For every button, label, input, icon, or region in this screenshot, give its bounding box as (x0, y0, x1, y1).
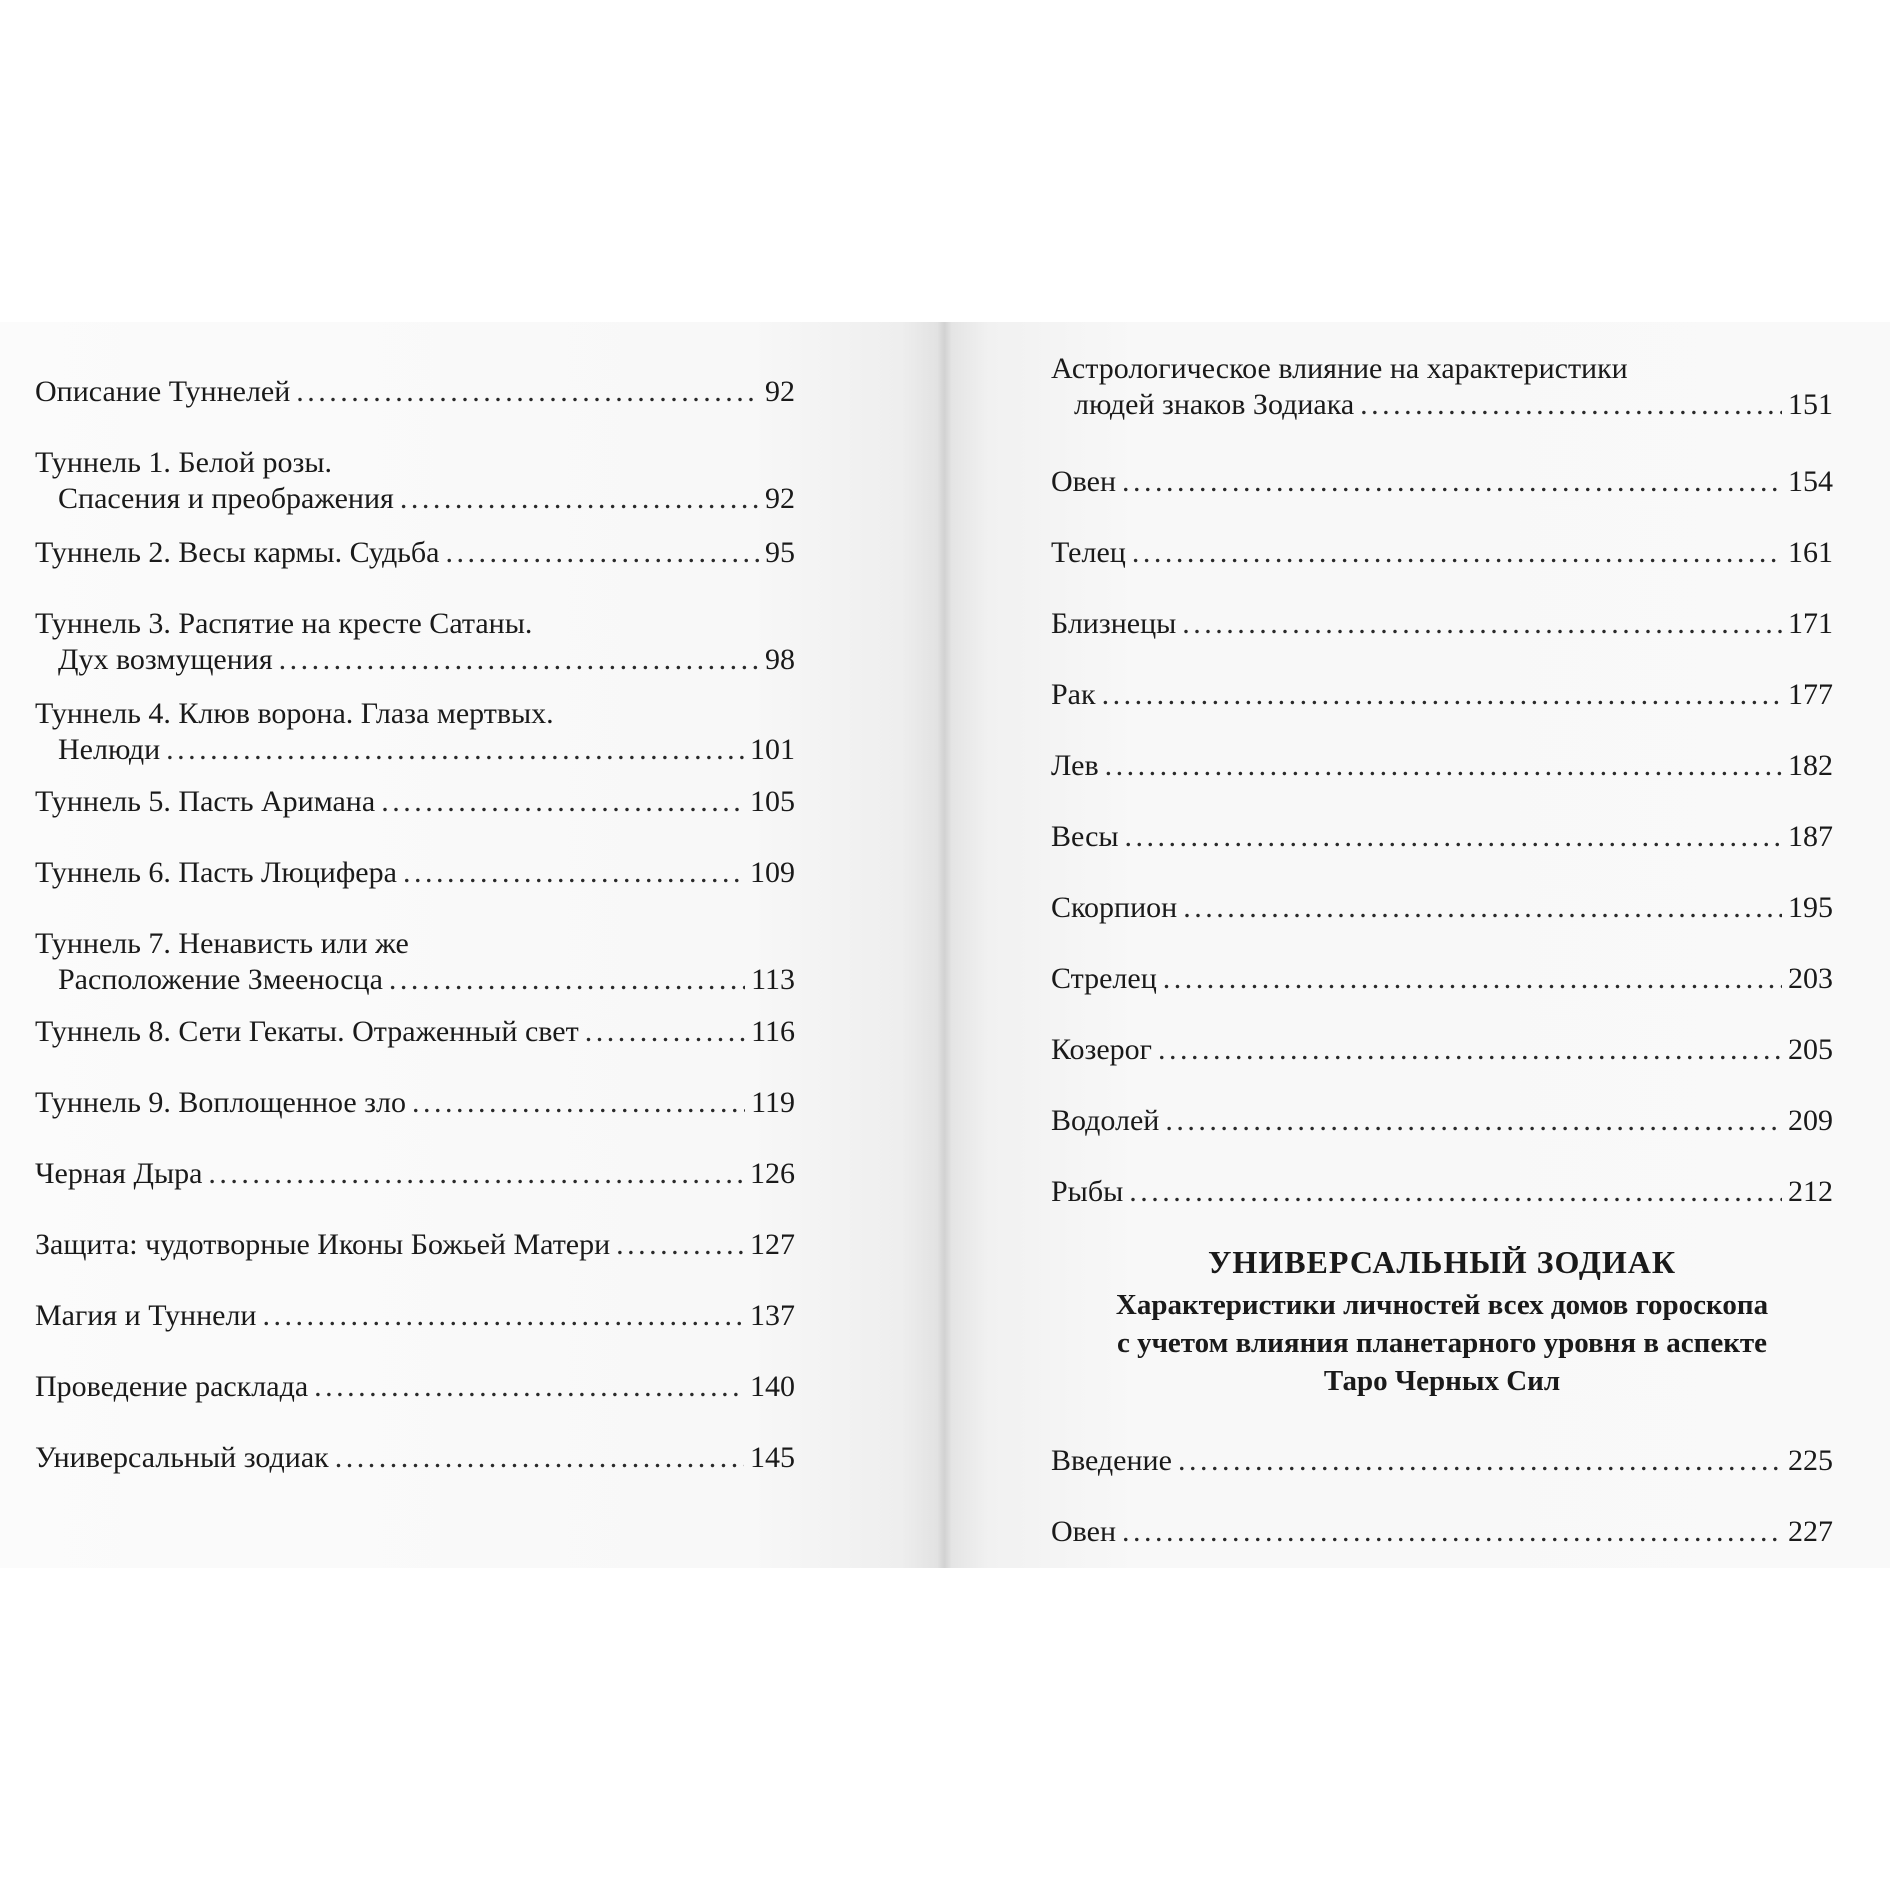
toc-entry-page-number: 212 (1788, 1175, 1833, 1208)
dot-leader (1122, 1514, 1782, 1550)
toc-entry-title: Близнецы (1051, 607, 1177, 640)
toc-entry-title: Нелюди (58, 733, 161, 766)
toc-entry-title: Туннель 6. Пасть Люцифера (35, 856, 397, 889)
dot-leader (1102, 677, 1782, 713)
dot-leader (1163, 961, 1782, 997)
toc-entry-title: Лев (1051, 749, 1099, 782)
toc-entry-title: Магия и Туннели (35, 1299, 257, 1332)
dot-leader (1183, 890, 1782, 926)
toc-entry (1051, 890, 1833, 926)
toc-entry (35, 1369, 795, 1405)
toc-entry (35, 962, 795, 998)
toc-entry (1051, 1514, 1833, 1550)
toc-entry-title: Спасения и преображения (58, 482, 394, 515)
dot-leader (1158, 1032, 1782, 1068)
toc-entry-page-number: 92 (765, 482, 795, 515)
toc-entry (1051, 819, 1833, 855)
toc-entry-title: Проведение расклада (35, 1370, 309, 1403)
toc-entry-page-number: 227 (1788, 1515, 1833, 1548)
dot-leader (616, 1227, 744, 1263)
dot-leader (314, 1369, 744, 1405)
toc-entry-page-number: 161 (1788, 536, 1833, 569)
dot-leader (296, 374, 759, 410)
dot-leader (445, 535, 759, 571)
toc-entry-page-number: 225 (1788, 1444, 1833, 1477)
dot-leader (262, 1298, 744, 1334)
toc-entry-title: Туннель 9. Воплощенное зло (35, 1086, 406, 1119)
toc-entry-page-number: 92 (765, 375, 795, 408)
toc-entry (1051, 387, 1833, 423)
toc-entry-page-number: 95 (765, 536, 795, 569)
toc-entry-page-number: 154 (1788, 465, 1833, 498)
toc-entry (35, 784, 795, 820)
dot-leader (1122, 464, 1782, 500)
toc-entry-title: Козерог (1051, 1033, 1152, 1066)
dot-leader (1129, 1174, 1782, 1210)
toc-entry (35, 535, 795, 571)
toc-entry-page-number: 182 (1788, 749, 1833, 782)
toc-entry (1051, 464, 1833, 500)
dot-leader (1105, 748, 1782, 784)
dot-leader (208, 1156, 744, 1192)
toc-entry (1051, 1174, 1833, 1210)
toc-entry-title: Дух возмущения (58, 643, 273, 676)
toc-entry-title: Рыбы (1051, 1175, 1124, 1208)
toc-entry (1051, 1443, 1833, 1479)
toc-entry-first-line: Туннель 4. Клюв ворона. Глаза мертвых. (35, 697, 554, 730)
toc-entry-title: Универсальный зодиак (35, 1441, 329, 1474)
toc-entry-page-number: 119 (751, 1086, 795, 1119)
dot-leader (1165, 1103, 1782, 1139)
toc-entry-title: Туннель 2. Весы кармы. Судьба (35, 536, 440, 569)
toc-entry (35, 1156, 795, 1192)
toc-entry-first-line: Астрологическое влияние на характеристики (1051, 352, 1628, 385)
toc-entry (1051, 1032, 1833, 1068)
toc-entry (35, 374, 795, 410)
toc-entry-title: Овен (1051, 465, 1117, 498)
toc-entry-page-number: 137 (750, 1299, 795, 1332)
dot-leader (1182, 606, 1782, 642)
toc-entry-page-number: 209 (1788, 1104, 1833, 1137)
dot-leader (1178, 1443, 1782, 1479)
toc-entry-page-number: 101 (750, 733, 795, 766)
toc-entry-first-line: Туннель 3. Распятие на кресте Сатаны. (35, 607, 533, 640)
toc-entry (35, 855, 795, 891)
toc-entry (1051, 1103, 1833, 1139)
section-subtitle (1051, 1286, 1833, 1400)
toc-entry (35, 1014, 795, 1050)
toc-entry-page-number: 113 (751, 963, 795, 996)
dot-leader (400, 481, 759, 517)
toc-entry (1051, 606, 1833, 642)
toc-entry-page-number: 126 (750, 1157, 795, 1190)
dot-leader (1125, 819, 1782, 855)
toc-entry-title: Скорпион (1051, 891, 1178, 924)
dot-leader (166, 732, 744, 768)
toc-entry-first-line: Туннель 1. Белой розы. (35, 446, 332, 479)
toc-entry-title: Туннель 5. Пасть Аримана (35, 785, 376, 818)
dot-leader (279, 642, 759, 678)
toc-entry (1051, 677, 1833, 713)
toc-entry-page-number: 109 (750, 856, 795, 889)
subtitle-line: с учетом влияния планетарного уровня в аспекте (1116, 1327, 1768, 1359)
toc-entry-page-number: 127 (750, 1228, 795, 1261)
toc-entry (1051, 961, 1833, 997)
toc-entry-title: Овен (1051, 1515, 1117, 1548)
toc-entry-page-number: 177 (1788, 678, 1833, 711)
toc-entry (35, 1440, 795, 1476)
toc-entry-page-number: 98 (765, 643, 795, 676)
toc-entry-title: Стрелец (1051, 962, 1157, 995)
subtitle-line: Характеристики личностей всех домов гороскопа (1115, 1289, 1769, 1321)
toc-entry-first-line: Туннель 7. Ненависть или же (35, 927, 409, 960)
toc-entry (35, 1227, 795, 1263)
toc-entry-page-number: 195 (1788, 891, 1833, 924)
toc-entry-page-number: 187 (1788, 820, 1833, 853)
toc-entry-page-number: 145 (750, 1441, 795, 1474)
toc-entry-title: людей знаков Зодиака (1074, 388, 1355, 421)
toc-entry (35, 642, 795, 678)
dot-leader (585, 1014, 745, 1050)
toc-entry (35, 481, 795, 517)
dot-leader (389, 962, 745, 998)
dot-leader (403, 855, 744, 891)
toc-entry-title: Рак (1051, 678, 1096, 711)
dot-leader (1360, 387, 1782, 423)
toc-entry-title: Телец (1051, 536, 1126, 569)
toc-entry-title: Описание Туннелей (35, 375, 291, 408)
toc-entry-title: Защита: чудотворные Иконы Божьей Матери (35, 1228, 611, 1261)
dot-leader (381, 784, 744, 820)
section-heading: УНИВЕРСАЛЬНЫЙ ЗОДИАК (1207, 1244, 1677, 1280)
toc-entry-page-number: 116 (751, 1015, 795, 1048)
dot-leader (412, 1085, 745, 1121)
toc-entry-title: Туннель 8. Сети Гекаты. Отраженный свет (35, 1015, 579, 1048)
toc-entry-page-number: 105 (750, 785, 795, 818)
toc-entry-title: Расположение Змееносца (58, 963, 383, 996)
toc-entry (1051, 535, 1833, 571)
toc-entry-page-number: 140 (750, 1370, 795, 1403)
toc-entry-title: Черная Дыра (35, 1157, 203, 1190)
left-page (0, 322, 938, 1568)
dot-leader (335, 1440, 744, 1476)
toc-entry-page-number: 171 (1788, 607, 1833, 640)
book-spine (938, 322, 951, 1568)
subtitle-line: Таро Черных Сил (1323, 1365, 1561, 1397)
toc-entry-page-number: 151 (1788, 388, 1833, 421)
toc-entry-title: Водолей (1051, 1104, 1160, 1137)
dot-leader (1132, 535, 1782, 571)
toc-entry (35, 1298, 795, 1334)
toc-entry-title: Введение (1051, 1444, 1172, 1477)
right-page (951, 322, 1890, 1568)
toc-entry (35, 732, 795, 768)
toc-entry-page-number: 203 (1788, 962, 1833, 995)
toc-entry-page-number: 205 (1788, 1033, 1833, 1066)
toc-entry (35, 1085, 795, 1121)
toc-entry (1051, 748, 1833, 784)
toc-entry-title: Весы (1051, 820, 1119, 853)
